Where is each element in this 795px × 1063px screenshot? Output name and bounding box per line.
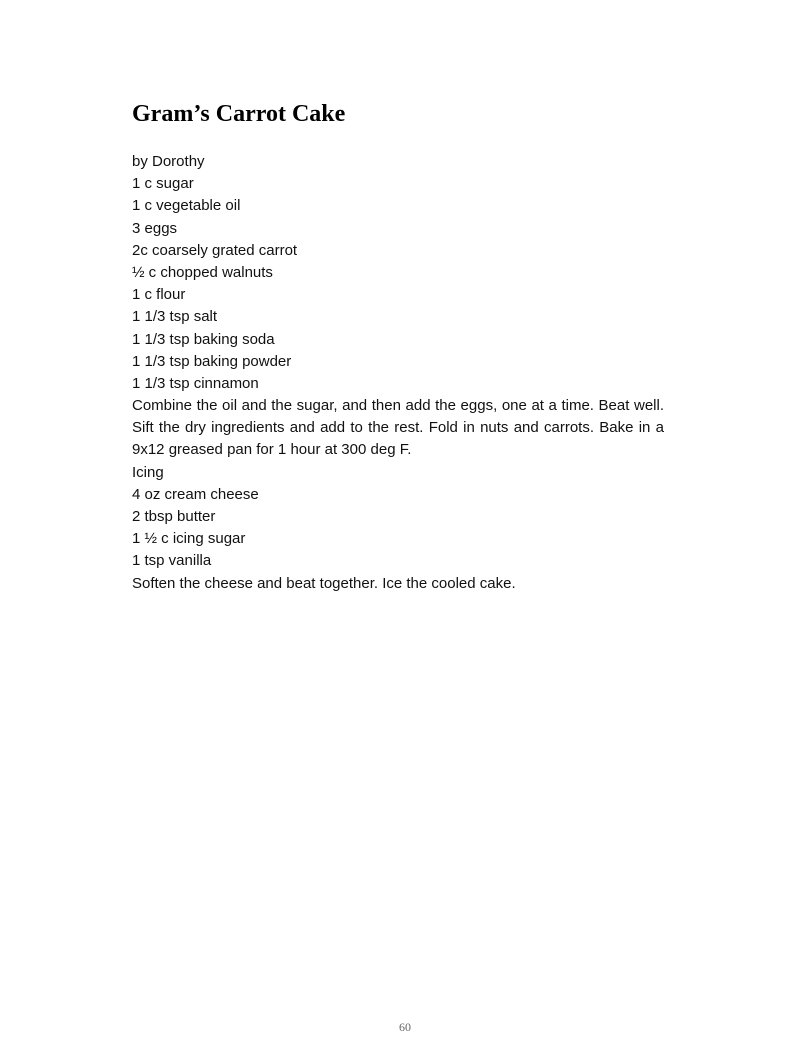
recipe-title: Gram’s Carrot Cake <box>132 101 346 127</box>
page-number: 60 <box>399 1020 411 1034</box>
ingredient-item: 1 1/3 tsp salt <box>132 308 218 326</box>
icing-ingredient-list <box>132 484 664 573</box>
icing-ingredient-item: 1 tsp vanilla <box>132 552 212 570</box>
icing-ingredient-item: 1 ½ c icing sugar <box>132 530 246 548</box>
icing-ingredient-item: 4 oz cream cheese <box>132 485 259 503</box>
author-line: by Dorothy <box>132 153 205 170</box>
ingredient-item: 1 c sugar <box>132 175 194 193</box>
ingredient-item: 1 c vegetable oil <box>132 197 241 215</box>
ingredient-item: 1 c flour <box>132 286 186 304</box>
ingredient-item: 1 1/3 tsp baking powder <box>132 352 292 370</box>
ingredient-item: 1 1/3 tsp baking soda <box>132 330 275 348</box>
recipe-body <box>132 151 664 595</box>
ingredient-item: 3 eggs <box>132 219 178 237</box>
ingredient-item: 2c coarsely grated carrot <box>132 241 298 259</box>
ingredient-item: ½ c chopped walnuts <box>132 263 273 281</box>
icing-heading: Icing <box>132 463 164 481</box>
directions-paragraph: Combine the oil and the sugar, and then add the eggs, one at a time. Beat well. Sift the dry ingredients and add to the rest. Fold in nuts and carrots. Bake in a 9x12 greased pan for 1 hour at 300 deg F. <box>132 397 664 459</box>
ingredient-list <box>132 173 664 395</box>
ingredient-item: 1 1/3 tsp cinnamon <box>132 374 259 392</box>
icing-ingredient-item: 2 tbsp butter <box>132 508 216 526</box>
icing-directions: Soften the cheese and beat together. Ice the cooled cake. <box>132 574 516 592</box>
